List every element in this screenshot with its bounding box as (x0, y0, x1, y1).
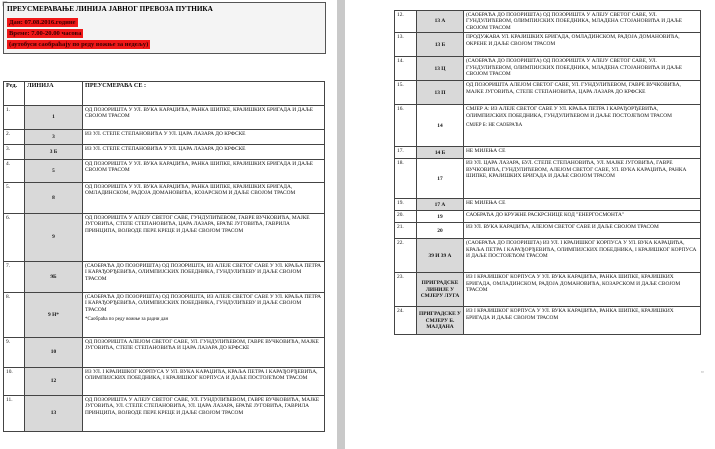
route-text: ИЗ УЛ. СТЕПЕ СТЕПАНОВИЋА У УЛ. ЦАРА ЛАЗАРА ДО КРФСКЕ (85, 131, 246, 137)
route-cell (464, 147, 701, 159)
route-text: (САОБРАЋА ДО ПОЗОРИШТА) ОД ПОЗОРИШТА, ИЗ АЛЕЈЕ СВЕТОГ САВЕ У УЛ. КРАЉА ПЕТРА I КАРАЂОРЂЕВИЋА, ОЛИМПИЈСКИХ ПОБЕДНИКА, ГУНДУЛИЋЕВУ И ДАЉЕ СВОЈОМ ТРАСОМ (85, 294, 322, 313)
table-row (4, 183, 325, 214)
schedule-note: (аутобуси саобраћају по реду вожње за недељу) (9, 41, 149, 48)
line-number: 13 Б (417, 33, 464, 57)
table-row (395, 239, 701, 273)
table-row (395, 159, 701, 199)
route-note: *Саобраћа по реду вожње за радни дан (85, 317, 169, 323)
line-number: ПРИГРАДСКЕ У СМЈЕРУ Б. МАЈДАНА (417, 307, 464, 335)
table-row (395, 81, 701, 105)
route-cell (83, 396, 325, 432)
route-text: ОД ПОЗОРИШТА У УЛ. ВУКА КАРАЏИЋА, РАНКА ШИПКЕ, КРАЈИШКИХ БРИГАДА, ОМЛАДИНСКОМ, РАДОЈА ДОМАНОВИЋА, КОЗАРСКОМ И ДАЉЕ СВОЈОМ ТРАСОМ (85, 184, 296, 197)
table-row (4, 338, 325, 368)
table-row (4, 262, 325, 293)
row-number: 11. (4, 396, 25, 432)
line-number: 3 Б (25, 145, 83, 160)
row-number: 15. (395, 81, 417, 105)
row-number: 22. (395, 239, 417, 273)
announcement-header (3, 2, 326, 54)
route-cell (83, 106, 325, 130)
route-cell (464, 307, 701, 335)
route-text: ОД ПОЗОРИШТА У УЛ. ВУКА КАРАЏИЋА, РАНКА ШИПКЕ, КРАЈИШКИХ БРИГАДА И ДАЉЕ СВОЈОМ ТРАСОМ (85, 107, 314, 120)
route-cell (83, 145, 325, 160)
line-number: 9 (25, 214, 83, 262)
document-page-left (0, 0, 337, 449)
table-row (395, 105, 701, 147)
route-cell (83, 293, 325, 338)
route-cell (464, 33, 701, 57)
route-text: ОД ПОЗОРИШТА У АЛЕЈУ СВЕТОГ САВЕ, УЛ. ГУНДУЛИЋЕВОМ, ГАВРЕ ВУЧКОВИЋА, МАЈКЕ ЈУГОВИЋА, УЛ. СТЕПЕ СТЕПАНОВИЋА, УЛ. ЦАРА ЛАЗАРА, БРАЋЕ ЈУГОВИЋА, ГАВРИЛА ПРИНЦИПА, ВОЈВОДЕ ПЕРЕ КРЕЦЕ И ДАЉЕ СВОЈОМ ТРАСОМ (85, 397, 320, 416)
route-text: ОД ПОЗОРИШТА У УЛ. ВУКА КАРАЏИЋА, РАНКА ШИПКЕ, КРАЈИШКИХ БРИГАДА И ДАЉЕ СВОЈОМ ТРАСОМ (85, 161, 314, 174)
row-number: 10. (4, 368, 25, 396)
row-number: 14. (395, 57, 417, 81)
row-number: 18. (395, 159, 417, 199)
date-line: Дан: 07.08.2016.године (9, 19, 76, 26)
route-text: ИЗ УЛ. ВУКА КАРАЏИЋА, АЛЕЈОМ СВЕТОГ САВЕ И ДАЉЕ СВОЈОМ ТРАСОМ (466, 224, 659, 231)
route-cell (83, 130, 325, 145)
route-text: ИЗ УЛ. ЦАРА ЛАЗАРА, БУЛ. СТЕПЕ СТЕПАНОВИЋА, УЛ. МАЈКЕ ЈУГОВИЋА, ГАВРЕ ВУЧКОВИЋА, ГУНДУЛИЋЕВОМ, АЛЕЈОМ СВЕТОГ САВЕ, УЛ. ВУКА КАРАЏИЋА, РАНКА ШИПКЕ, КРАЈИШКИХ БРИГАДА И ДАЉЕ СВОЈОМ ТРАСОМ (466, 160, 687, 180)
route-cell (83, 338, 325, 368)
row-number: 5. (4, 183, 25, 214)
table-row (4, 130, 325, 145)
line-number: 13 Ц (417, 57, 464, 81)
route-text: ОД ПОЗОРИШТА АЛЕЈОМ СВЕТОГ САВЕ, УЛ. ГУНДУЛИЋЕВОМ, ГАВРЕ ВУЧКОВИЋА, МАЈКЕ ЈУГОВИЋА, СТЕПЕ СТЕПАНОВИЋА И ЦАРА ЛАЗАРА ДО КРФСКЕ (85, 339, 319, 352)
time-line: Време: 7.00-20.00 часова (9, 30, 82, 37)
route-text: ИЗ УЛ. I КРАЈИШКОГ КОРПУСА У УЛ. ВУКА КАРАЏИЋА, КРАЉА ПЕТРА I КАРАЂОРЂЕВИЋА, ОЛИМПИЈСКИХ ПОБЕДНИКА, I КРАЈИШКОГ КОРПУСА И ДАЉЕ ПОСТОЈЕЋОМ ТРАСОМ (85, 369, 318, 382)
line-number: ПРИГРАДСКЕ ЛИНИЈЕ У СМЈЕРУ ЛУГА (417, 273, 464, 307)
route-cell (83, 214, 325, 262)
line-number: 17 (417, 159, 464, 199)
row-number: 23. (395, 273, 417, 307)
route-note: СМЈЕР Б: НЕ САОБРАЋА (466, 123, 523, 129)
row-number: 1. (4, 106, 25, 130)
line-number: 39 И 39 А (417, 239, 464, 273)
table-row (395, 307, 701, 335)
row-number: 17. (395, 147, 417, 159)
column-header-route: ПРЕУСМЕРАВА СЕ : (83, 82, 325, 106)
line-number: 1 (25, 106, 83, 130)
route-text: ИЗ I КРАЈИШКОГ КОРПУСА У УЛ. ВУКА КАРАЏИЋА, РАНКА ШИПКЕ, КРАЈИШКИХ БРИГАДА И ДАЉЕ СВОЈОМ ТРАСОМ (466, 308, 674, 321)
table-row (4, 293, 325, 338)
column-header-no: Ред. (4, 82, 25, 106)
table-row (395, 33, 701, 57)
route-cell (464, 159, 701, 199)
row-number: 6. (4, 214, 25, 262)
route-text: САОБРАЋА ДО КРУЖНЕ РАСКРСНИЦЕ КОД "ЕНЕРГОСМОНТА" (466, 212, 625, 219)
row-number: 21. (395, 223, 417, 239)
row-number: 7. (4, 262, 25, 293)
route-cell (83, 262, 325, 293)
route-cell (464, 11, 701, 33)
document-page-right (345, 0, 715, 449)
table-row (4, 396, 325, 432)
line-number: 13 П (417, 81, 464, 105)
table-row (4, 145, 325, 160)
column-header-line: ЛИНИЈА (25, 82, 83, 106)
page-gap (337, 0, 345, 449)
line-number: 14 (417, 105, 464, 147)
row-number: 24. (395, 307, 417, 335)
row-number: 8. (4, 293, 25, 338)
route-cell (83, 183, 325, 214)
route-text: (САОБРАЋА ДО ПОЗОРИШТА) ИЗ УЛ. I КРАЈИШКОГ КОРПУСА У УЛ. ВУКА КАРАЏИЋА, КРАЉА ПЕТРА I КАРАЂОРЂЕВИЋА, ОЛИМПИЈСКИХ ПОБЕДНИКА, I КРАЈИШКОГ КОРПУСА И ДАЉЕ ПОСТОЈЕЋОМ ТРАСОМ (466, 240, 697, 260)
route-cell (83, 160, 325, 183)
table-row (4, 106, 325, 130)
table-row (4, 214, 325, 262)
route-text: НЕ МИЈЕЊА СЕ (466, 200, 506, 207)
route-cell (464, 199, 701, 211)
line-number: 10 (25, 338, 83, 368)
route-cell (464, 223, 701, 239)
line-number: 8 (25, 183, 83, 214)
row-number: 9. (4, 338, 25, 368)
line-number: 9 Н* (25, 293, 83, 338)
row-number: 4. (4, 160, 25, 183)
row-number: 3. (4, 145, 25, 160)
table-row (395, 199, 701, 211)
table-row (395, 147, 701, 159)
route-cell (464, 105, 701, 147)
table-resize-handle-icon[interactable]: ▫ (701, 368, 704, 376)
row-number: 16. (395, 105, 417, 147)
table-row (395, 211, 701, 223)
line-number: 14 Б (417, 147, 464, 159)
route-text: ОД ПОЗОРИШТА АЛЕЈОМ СВЕТОГ САВЕ, УЛ. ГУНДУЛИЋЕВОМ, ГАВРЕ ВУЧКОВИЋА, МАЈКЕ ЈУГОВИЋА, СТЕПЕ СТЕПАНОВИЋА, ЦАРА ЛАЗАРА ДО КРФСКЕ (466, 82, 681, 95)
route-cell (83, 368, 325, 396)
table-row (4, 368, 325, 396)
line-number: 9Б (25, 262, 83, 293)
reroute-table-left (3, 81, 325, 432)
route-text: (САОБРАЋА ДО ПОЗОРИШТА) ОД ПОЗОРИШТА, ИЗ АЛЕЈЕ СВЕТОГ САВЕ У УЛ. КРАЉА ПЕТРА I КАРАЂОРЂЕВИЋА, ОЛИМПИЈСКИХ ПОБЕДНИКА, ГУНДУЛИЋЕВУ И ДАЉЕ СВОЈОМ ТРАСОМ (85, 263, 322, 282)
route-text: ИЗ УЛ. СТЕПЕ СТЕПАНОВИЋА У УЛ. ЦАРА ЛАЗАРА ДО КРФСКЕ (85, 146, 246, 152)
line-number: 3 (25, 130, 83, 145)
table-row (395, 11, 701, 33)
table-row (395, 223, 701, 239)
row-number: 13. (395, 33, 417, 57)
table-row (395, 57, 701, 81)
line-number: 20 (417, 223, 464, 239)
line-number: 17 А (417, 199, 464, 211)
table-row (395, 273, 701, 307)
route-text: ПРОДУЖАВА УЛ. КРАЈИШКИХ БРИГАДА, ОМЛАДИНСКОМ, РАДОЈА ДОМАНОВИЋА, ОКРЕНЕ И ДАЉЕ СВОЈОМ ТРАСОМ (466, 34, 680, 47)
route-cell (464, 57, 701, 81)
route-text: ИЗ I КРАЈИШКОГ КОРПУСА У УЛ. ВУКА КАРАЏИЋА, РАНКА ШИПКЕ, КРАЈИШКИХ БРИГАДА, ОМЛАДИНСКОМ, РАДОЈА ДОМАНОВИЋА, КОЗАРСКОМ И ДАЉЕ СВОЈОМ ТРАСОМ (466, 274, 681, 294)
table-row (4, 160, 325, 183)
line-number: 19 (417, 211, 464, 223)
route-cell (464, 211, 701, 223)
route-cell (464, 273, 701, 307)
row-number: 2. (4, 130, 25, 145)
line-number: 13 А (417, 11, 464, 33)
route-text: (САОБРАЋА ДО ПОЗОРИШТА) ОД ПОЗОРИШТА У АЛЕЈУ СВЕТОГ САВЕ, УЛ. ГУНДУЛИЋЕВОМ, ОЛИМПИЈСКИХ ПОБЕДНИКА, МЛАДЕНА СТОЈАНОВИЋА И ДАЉЕ СВОЈОМ ТРАСОМ (466, 58, 683, 78)
route-text: СМЈЕР А: ИЗ АЛЕЈЕ СВЕТОГ САВЕ У УЛ. КРАЉА ПЕТРА I КАРАЂОРЂЕВИЋА, ОЛИМПИЈСКИХ ПОБЕДНИКА, ГУНДУЛИЋЕВОМ И ДАЉЕ ПОСТОЈЕЋОМ ТРАСОМ (466, 106, 672, 119)
row-number: 12. (395, 11, 417, 33)
route-cell (464, 239, 701, 273)
route-text: ОД ПОЗОРИШТА У АЛЕЈУ СВЕТОГ САВЕ, ГУНДУЛИЋЕВОМ, ГАВРЕ ВУЧКОВИЋА, МАЈКЕ ЈУГОВИЋА, СТЕПЕ СТЕПАНОВИЋА, ЦАРА ЛАЗАРА, БРАЋЕ ЈУГОВИЋА, ГАВРИЛА ПРИНЦИПА, ВОЈВОДЕ ПЕРЕ КРЕЦЕ И ДАЉЕ СВОЈОМ ТРАСОМ (85, 215, 310, 234)
route-cell (464, 81, 701, 105)
reroute-table-right (394, 10, 701, 335)
line-number: 13 (25, 396, 83, 432)
row-number: 19. (395, 199, 417, 211)
line-number: 12 (25, 368, 83, 396)
route-text: (САОБРАЋА ДО ПОЗОРИШТА) ОД ПОЗОРИШТА У АЛЕЈУ СВЕТОГ САВЕ, УЛ. ГУНДУЛИЋЕВОМ, ОЛИМПИЈСКИХ ПОБЕДНИКА, МЛАДЕНА СТОЈАНОВИЋА И ДАЉЕ СВОЈОМ ТРАСОМ (466, 12, 683, 31)
row-number: 20. (395, 211, 417, 223)
route-text: НЕ МИЈЕЊА СЕ (466, 148, 506, 155)
line-number: 5 (25, 160, 83, 183)
document-title: ПРЕУСМЕРАВАЊЕ ЛИНИЈА ЈАВНОГ ПРЕВОЗА ПУТНИКА (7, 5, 213, 13)
